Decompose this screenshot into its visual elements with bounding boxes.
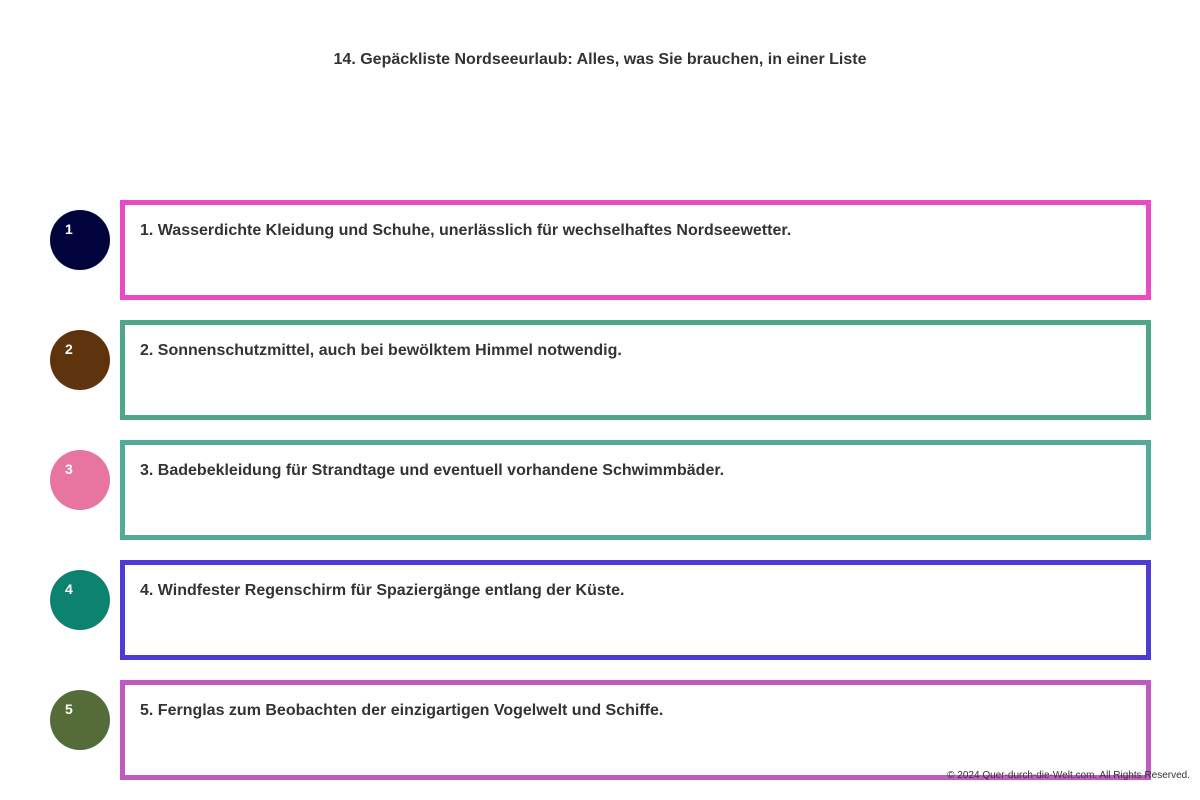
list-item: [50, 200, 1151, 300]
number-badge: [50, 330, 110, 390]
copyright-footer: © 2024 Quer-durch-die-Welt.com. All Rights Reserved.: [947, 770, 1190, 781]
item-text: 2. Sonnenschutzmittel, auch bei bewölktem Himmel notwendig.: [140, 342, 622, 359]
item-number: 4: [65, 581, 73, 597]
item-card: [120, 320, 1151, 420]
item-number: 3: [65, 461, 73, 477]
list-item: [50, 680, 1151, 780]
item-text: 4. Windfester Regenschirm für Spaziergänge entlang der Küste.: [140, 582, 625, 599]
item-text: 1. Wasserdichte Kleidung und Schuhe, unerlässlich für wechselhaftes Nordseewetter.: [140, 222, 792, 239]
list-item: [50, 560, 1151, 660]
number-badge: [50, 210, 110, 270]
item-number: 2: [65, 341, 73, 357]
list-item: [50, 440, 1151, 540]
list-item: [50, 320, 1151, 420]
item-number: 5: [65, 701, 73, 717]
number-badge: [50, 690, 110, 750]
item-card: [120, 200, 1151, 300]
item-card: [120, 440, 1151, 540]
number-badge: [50, 570, 110, 630]
item-text: 3. Badebekleidung für Strandtage und eventuell vorhandene Schwimmbäder.: [140, 462, 725, 479]
item-card: [120, 560, 1151, 660]
item-card: [120, 680, 1151, 780]
item-text: 5. Fernglas zum Beobachten der einzigartigen Vogelwelt und Schiffe.: [140, 702, 664, 719]
number-badge: [50, 450, 110, 510]
packing-list: [50, 200, 1151, 800]
item-number: 1: [65, 221, 73, 237]
page-title: 14. Gepäckliste Nordseeurlaub: Alles, was Sie brauchen, in einer Liste: [333, 51, 867, 68]
